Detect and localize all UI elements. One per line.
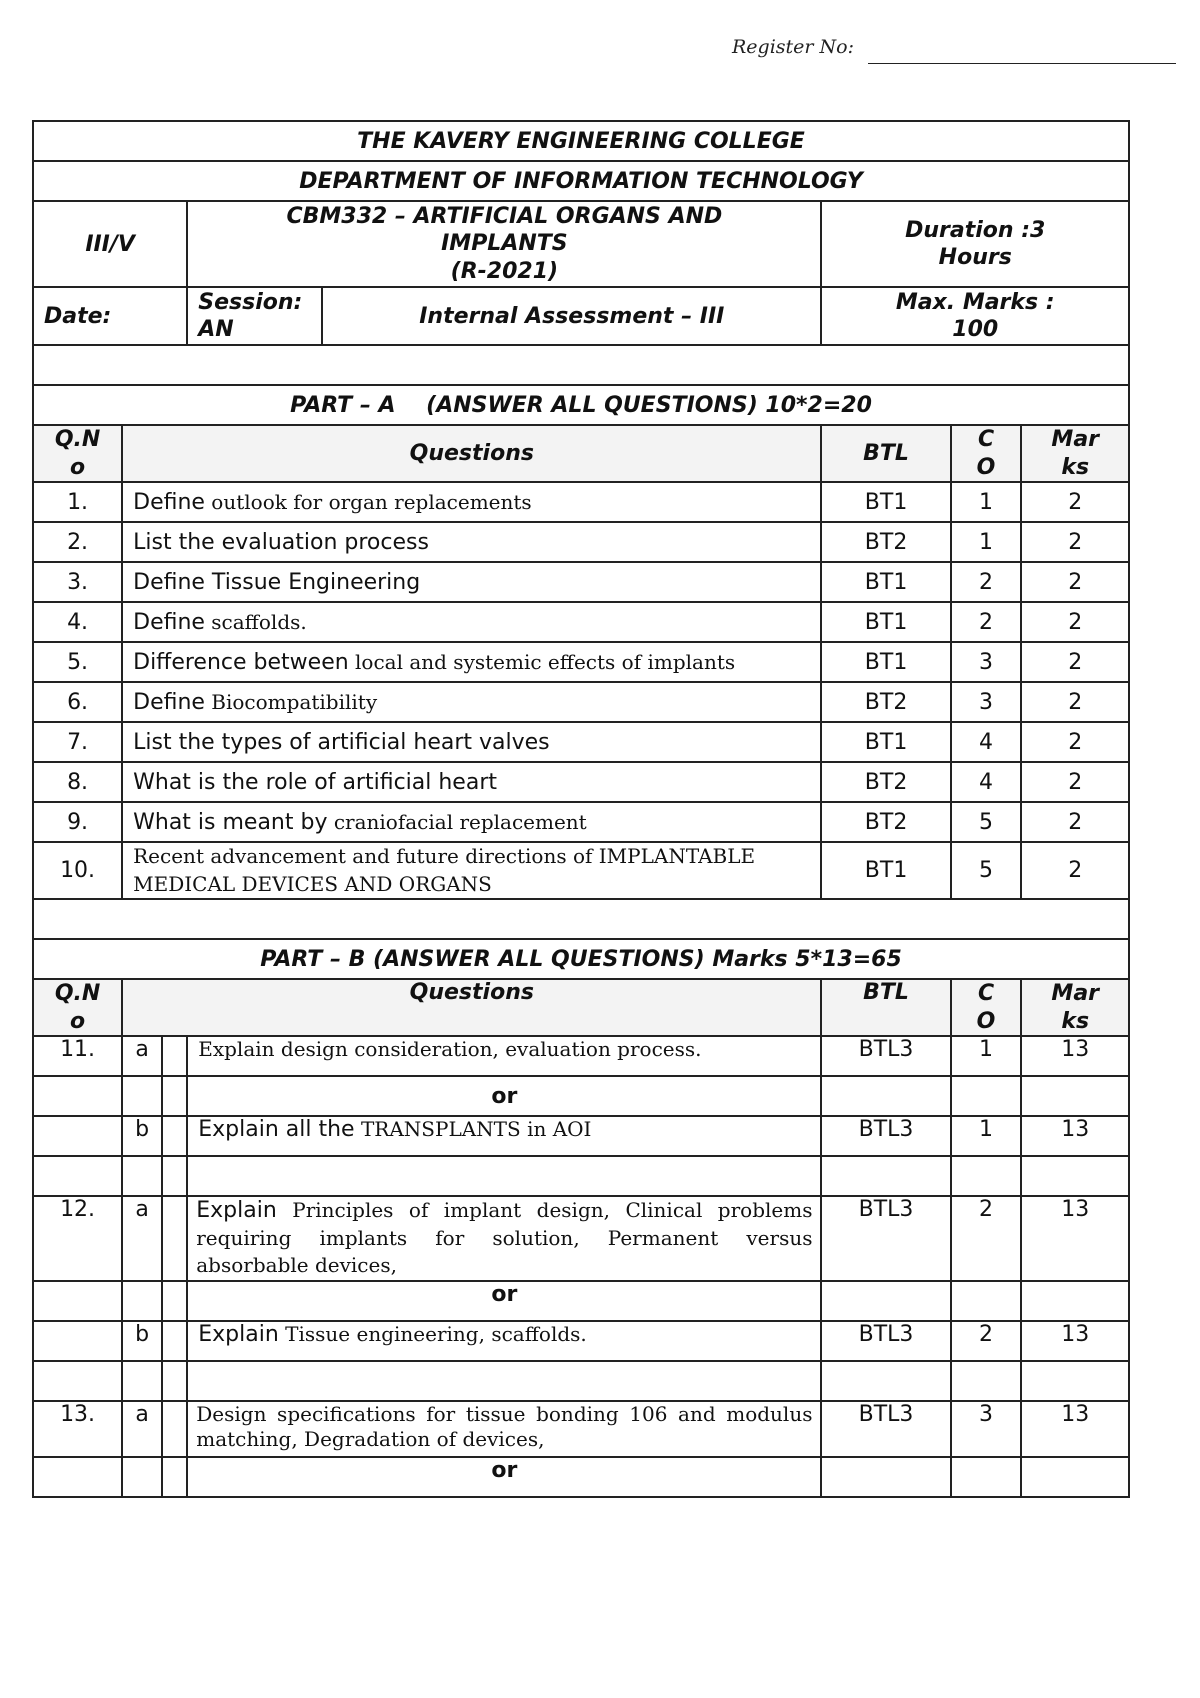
btl-value: BT2 (821, 802, 950, 842)
sub-question-letter: a (122, 1036, 162, 1076)
question-lead: Define (133, 489, 205, 515)
part-a-title-row (33, 385, 1129, 425)
question-text (187, 1196, 821, 1281)
co-header (951, 425, 1022, 482)
btl-value: BTL3 (821, 1321, 950, 1361)
session (187, 287, 322, 345)
question-number: 5. (33, 642, 122, 682)
qno-header-line-1: Q.N (54, 427, 101, 452)
question-detail: craniofacial replacement (327, 809, 587, 834)
question-number: 11. (33, 1036, 122, 1076)
question-detail: Explain design consideration, evaluation process. (198, 1037, 702, 1061)
co-value: 1 (951, 522, 1022, 562)
co-header-line-2: O (976, 454, 996, 480)
question-lead: Explain all the (198, 1117, 355, 1142)
year-semester: III/V (33, 201, 187, 287)
department-row (33, 161, 1129, 201)
questions-header: Questions (122, 425, 821, 482)
sub-question-letter: a (122, 1401, 162, 1457)
date-label: Date: (33, 287, 187, 345)
btl-value: BTL3 (821, 1196, 950, 1281)
question-lead: Define (133, 689, 205, 715)
or-row (33, 1076, 1129, 1116)
course-regulation: (R-2021) (450, 258, 559, 284)
marks-header-line-1: Mar (1051, 427, 1100, 452)
question-number: 12. (33, 1196, 122, 1281)
marks-value: 2 (1021, 522, 1129, 562)
part-b-header-row (33, 979, 1129, 1036)
table-row (33, 482, 1129, 522)
marks-value: 13 (1021, 1196, 1129, 1281)
question-number: 2. (33, 522, 122, 562)
marks-value: 2 (1021, 602, 1129, 642)
question-number: 9. (33, 802, 122, 842)
qno-header-line-2: o (70, 1008, 86, 1034)
question-detail: Biocompatibility (204, 689, 378, 714)
question-text (122, 842, 821, 899)
sub-question-letter: a (122, 1196, 162, 1281)
department-name: DEPARTMENT OF INFORMATION TECHNOLOGY (33, 161, 1129, 201)
part-b-title: PART – B (ANSWER ALL QUESTIONS) Marks 5*13=65 (33, 939, 1129, 979)
btl-value: BTL3 (821, 1036, 950, 1076)
question-text (122, 642, 821, 682)
table-row (33, 1036, 1129, 1076)
marks-header-line-1: Mar (1051, 981, 1100, 1006)
question-text (122, 802, 821, 842)
table-row (33, 1321, 1129, 1361)
co-value: 2 (951, 562, 1022, 602)
marks-value: 2 (1021, 562, 1129, 602)
or-separator: or (187, 1457, 821, 1497)
duration (821, 201, 1129, 287)
marks-value: 13 (1021, 1401, 1129, 1457)
question-lead: What is the role of artificial heart (133, 769, 497, 795)
max-marks-value: 100 (952, 317, 999, 342)
question-number: 6. (33, 682, 122, 722)
session-value: AN (198, 317, 234, 342)
marks-header-line-2: ks (1061, 454, 1090, 480)
question-lead: Define (133, 609, 205, 635)
spacer-row (33, 345, 1129, 385)
exam-info-row (33, 287, 1129, 345)
table-row (33, 1196, 1129, 1281)
marks-value: 13 (1021, 1116, 1129, 1156)
marks-value: 13 (1021, 1036, 1129, 1076)
spacer-row (33, 899, 1129, 939)
duration-line-2: Hours (938, 245, 1012, 270)
co-value: 4 (951, 722, 1022, 762)
table-row (33, 1116, 1129, 1156)
question-text (122, 762, 821, 802)
question-text (122, 722, 821, 762)
or-separator: or (187, 1281, 821, 1321)
question-detail: TRANSPLANTS in AOI (354, 1117, 592, 1141)
question-detail: Principles of implant design, Clinical problems requiring implants for solution, Permanent versus absorbable devices, (196, 1198, 813, 1277)
question-number: 13. (33, 1401, 122, 1457)
or-row (33, 1281, 1129, 1321)
question-text (122, 482, 821, 522)
question-text (187, 1401, 821, 1457)
question-text (187, 1036, 821, 1076)
co-header (951, 979, 1022, 1036)
or-row (33, 1457, 1129, 1497)
co-value: 4 (951, 762, 1022, 802)
question-number: 8. (33, 762, 122, 802)
qno-header-line-1: Q.N (54, 981, 101, 1006)
table-row (33, 522, 1129, 562)
btl-value: BTL3 (821, 1116, 950, 1156)
register-no-label: Register No: (732, 36, 855, 58)
table-row (33, 642, 1129, 682)
btl-value: BT1 (821, 842, 950, 899)
co-value: 3 (951, 682, 1022, 722)
table-row (33, 602, 1129, 642)
question-text (122, 522, 821, 562)
co-value: 2 (951, 1196, 1022, 1281)
part-a-title: PART – A (ANSWER ALL QUESTIONS) 10*2=20 (33, 385, 1129, 425)
question-detail: Recent advancement and future directions of IMPLANTABLE MEDICAL DEVICES AND ORGANS (133, 844, 756, 896)
question-lead: Difference between (133, 649, 349, 675)
qno-header (33, 979, 122, 1036)
co-value: 3 (951, 1401, 1022, 1457)
sub-question-letter: b (122, 1321, 162, 1361)
co-value: 1 (951, 1036, 1022, 1076)
btl-header: BTL (821, 979, 950, 1036)
co-value: 1 (951, 1116, 1022, 1156)
marks-header (1021, 979, 1129, 1036)
part-a-header-row (33, 425, 1129, 482)
question-detail: outlook for organ replacements (204, 489, 532, 514)
marks-value: 2 (1021, 482, 1129, 522)
question-number: 3. (33, 562, 122, 602)
table-row (33, 802, 1129, 842)
marks-value: 2 (1021, 842, 1129, 899)
question-text (187, 1321, 821, 1361)
co-value: 2 (951, 602, 1022, 642)
question-lead: List the evaluation process (133, 529, 429, 555)
qno-header-line-2: o (70, 454, 86, 480)
register-no-blank-line (868, 63, 1176, 64)
marks-value: 2 (1021, 762, 1129, 802)
course-title-line-2: IMPLANTS (441, 231, 568, 257)
question-detail: Design specifications for tissue bonding 106 and modulus matching, Degradation of devices, (196, 1401, 813, 1451)
marks-value: 2 (1021, 642, 1129, 682)
question-number: 1. (33, 482, 122, 522)
question-number: 7. (33, 722, 122, 762)
question-lead: Explain (198, 1321, 279, 1347)
course-title-line-1: CBM332 – ARTIFICIAL ORGANS AND (286, 203, 723, 229)
question-detail: local and systemic effects of implants (348, 649, 736, 674)
duration-line-1: Duration :3 (905, 217, 1046, 243)
btl-value: BT1 (821, 482, 950, 522)
btl-header: BTL (821, 425, 950, 482)
co-header-line-1: C (977, 981, 995, 1006)
btl-value: BT1 (821, 562, 950, 602)
questions-header: Questions (122, 979, 821, 1036)
question-lead: List the types of artificial heart valves (133, 729, 550, 755)
sub-question-letter: b (122, 1116, 162, 1156)
college-name: THE KAVERY ENGINEERING COLLEGE (33, 121, 1129, 161)
co-header-line-2: O (976, 1008, 996, 1034)
btl-value: BTL3 (821, 1401, 950, 1457)
question-text (122, 562, 821, 602)
question-text (122, 682, 821, 722)
question-detail: scaffolds. (204, 609, 307, 634)
question-lead: What is meant by (133, 809, 328, 835)
or-separator: or (187, 1076, 821, 1116)
btl-value: BT2 (821, 522, 950, 562)
course-row (33, 201, 1129, 287)
question-lead: Explain (196, 1198, 277, 1223)
question-number: 4. (33, 602, 122, 642)
session-label: Session: (198, 289, 303, 315)
marks-value: 2 (1021, 722, 1129, 762)
co-value: 3 (951, 642, 1022, 682)
spacer-row (33, 1361, 1129, 1401)
question-text (187, 1116, 821, 1156)
marks-value: 2 (1021, 802, 1129, 842)
co-value: 5 (951, 842, 1022, 899)
question-paper-table (32, 120, 1130, 1498)
table-row (33, 722, 1129, 762)
btl-value: BT1 (821, 602, 950, 642)
max-marks (821, 287, 1129, 345)
co-value: 5 (951, 802, 1022, 842)
part-b-title-row (33, 939, 1129, 979)
marks-value: 2 (1021, 682, 1129, 722)
course-title (187, 201, 821, 287)
spacer-row (33, 1156, 1129, 1196)
btl-value: BT1 (821, 722, 950, 762)
btl-value: BT2 (821, 762, 950, 802)
question-text (122, 602, 821, 642)
table-row (33, 762, 1129, 802)
question-detail: Tissue engineering, scaffolds. (278, 1321, 587, 1346)
question-number: 10. (33, 842, 122, 899)
marks-header-line-2: ks (1061, 1008, 1090, 1034)
table-row (33, 682, 1129, 722)
co-header-line-1: C (977, 427, 995, 452)
table-row (33, 842, 1129, 899)
question-lead: Define Tissue Engineering (133, 569, 421, 595)
qno-header (33, 425, 122, 482)
max-marks-label: Max. Marks : (895, 289, 1055, 315)
btl-value: BT1 (821, 642, 950, 682)
co-value: 1 (951, 482, 1022, 522)
btl-value: BT2 (821, 682, 950, 722)
college-row (33, 121, 1129, 161)
table-row (33, 562, 1129, 602)
exam-name: Internal Assessment – III (322, 287, 821, 345)
table-row (33, 1401, 1129, 1457)
marks-value: 13 (1021, 1321, 1129, 1361)
marks-header (1021, 425, 1129, 482)
co-value: 2 (951, 1321, 1022, 1361)
